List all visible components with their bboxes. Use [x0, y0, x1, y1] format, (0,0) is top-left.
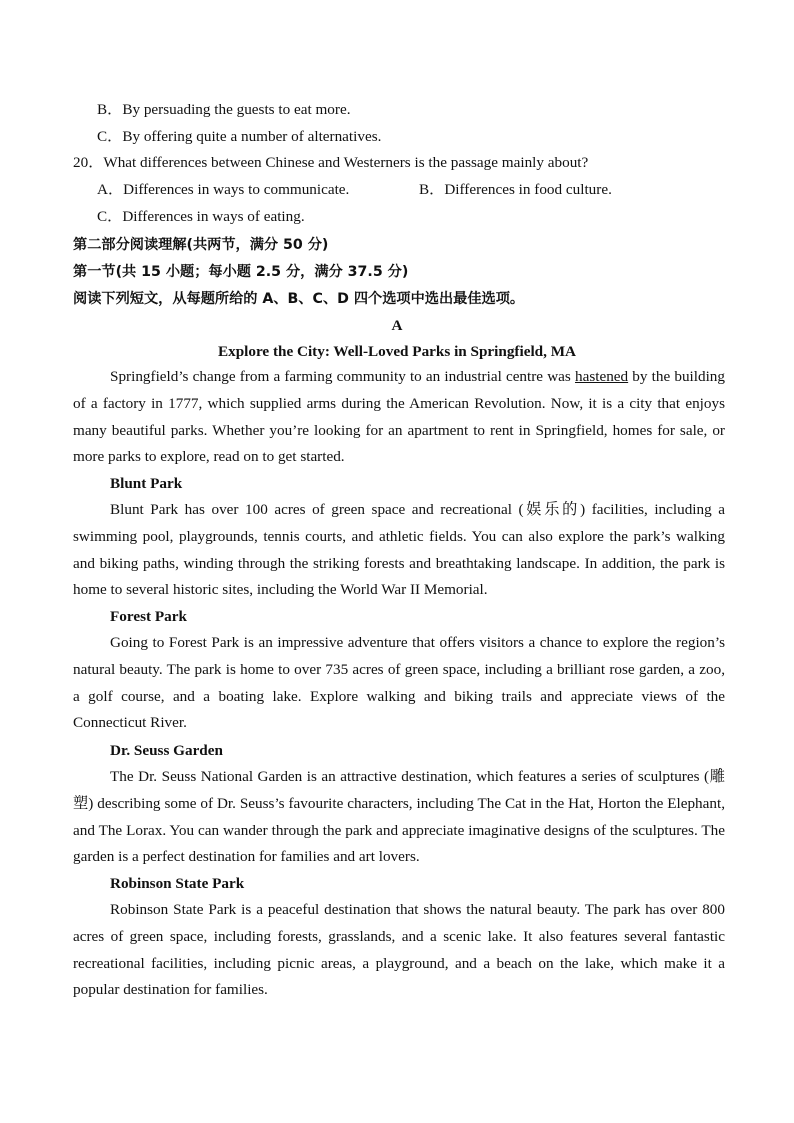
park-text-robinson: Robinson State Park is a peaceful destination that shows the natural beauty. The park has over 800 acres of green space, including forests, grasslands, and a scenic lake. It also features several fantastic recreational facilities, including picnic areas, a playground, and a beach on the lake, which make it a popular destination for families. [73, 901, 725, 999]
passage-intro [73, 364, 725, 471]
section-header: 第一节(共 15 小题；每小题 2.5 分，满分 37.5 分) [73, 264, 409, 280]
q20-option-c: C．Differences in ways of eating. [97, 208, 305, 225]
passage-letter: A [391, 317, 403, 334]
q19-option-c: C．By offering quite a number of alternatives. [97, 128, 382, 145]
park-text-forest: Going to Forest Park is an impressive adventure that offers visitors a chance to explore the region’s natural beauty. The park is home to over 735 acres of green space, including a brilliant rose garden, a zoo, a golf course, and a boating lake. Explore walking and biking trails and appreciate views of the Connecticut River. [73, 634, 725, 732]
q20-option-a: A．Differences in ways to communicate. [97, 181, 350, 198]
intro-text-before: Springfield’s change from a farming community to an industrial centre was [110, 368, 575, 385]
part-header: 第二部分阅读理解(共两节，满分 50 分) [73, 237, 329, 253]
q19-option-b: B．By persuading the guests to eat more. [97, 101, 351, 118]
park-heading-forest: Forest Park [110, 608, 187, 625]
park-heading-robinson: Robinson State Park [110, 875, 245, 892]
section-instruction: 阅读下列短文，从每题所给的 A、B、C、D 四个选项中选出最佳选项。 [73, 291, 525, 307]
intro-text-after: by the building of a factory in 1777, which supplied arms during the American Revolution. Now, it is a city that enjoys many beautiful parks. Whether you’re looking for an apartment to rent in Springfield, homes for sale, or more parks to explore, read on to get started. [73, 368, 725, 466]
passage-title: Explore the City: Well-Loved Parks in Springfield, MA [217, 343, 577, 360]
park-heading-seuss: Dr. Seuss Garden [110, 742, 223, 759]
intro-underlined-word: hastened [575, 368, 629, 385]
park-text-seuss: The Dr. Seuss National Garden is an attractive destination, which features a series of sculptures (雕塑) describing some of Dr. Seuss’s favourite characters, including The Cat in the Hat, Horton the Elephant, and The Lorax. You can wander through the park and appreciate imaginative designs of the sculptures. The garden is a perfect destination for families and art lovers. [73, 768, 725, 866]
q20-stem: 20．What differences between Chinese and Westerners is the passage mainly about? [73, 154, 589, 171]
park-heading-blunt: Blunt Park [110, 475, 183, 492]
park-text-blunt: Blunt Park has over 100 acres of green space and recreational (娱乐的) facilities, including a swimming pool, playgrounds, tennis courts, and athletic fields. You can also explore the park’s walking and biking paths, winding through the striking forests and breathtaking landscape. In addition, the park is home to several historic sites, including the World War II Memorial. [73, 501, 725, 599]
q20-option-b: B．Differences in food culture. [419, 181, 612, 198]
